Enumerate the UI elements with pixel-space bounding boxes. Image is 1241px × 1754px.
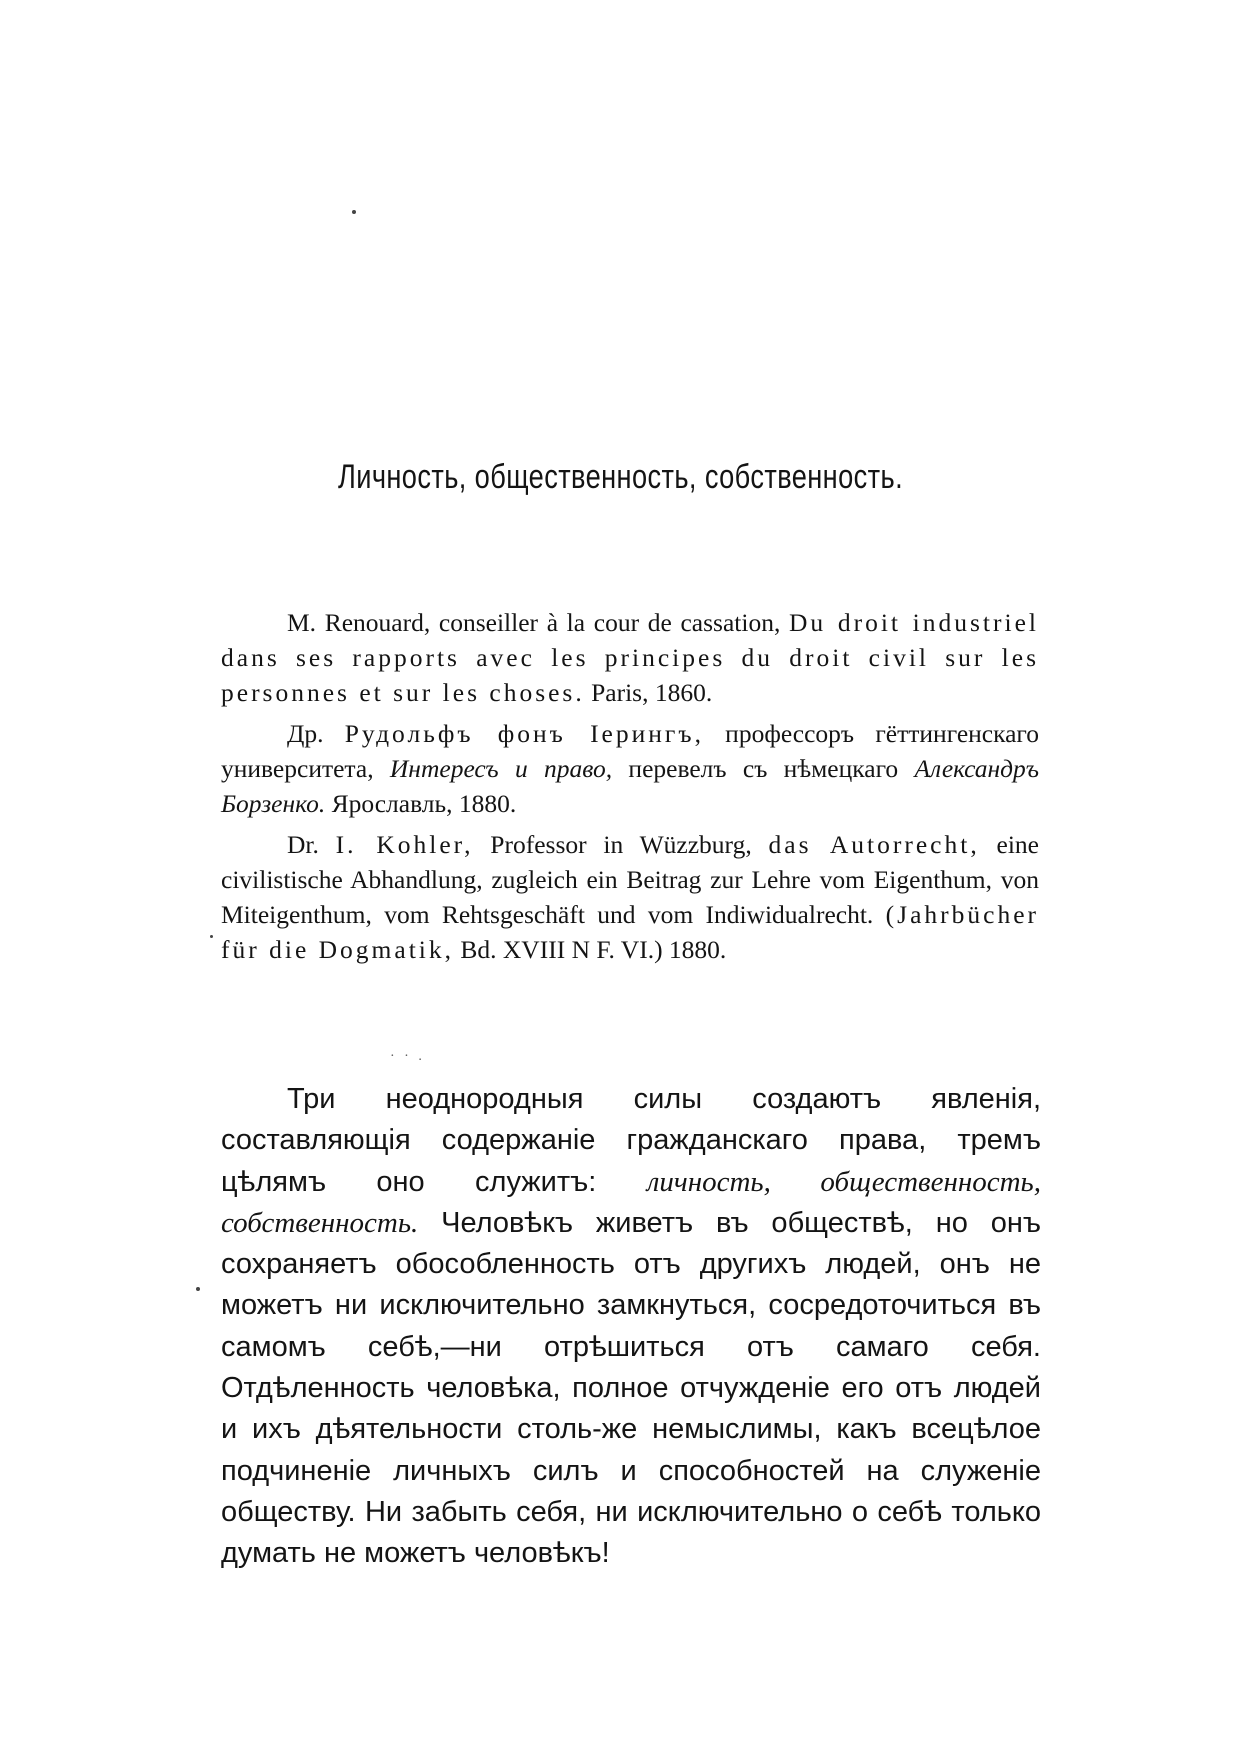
bibliography-entry-renouard xyxy=(221,605,1039,710)
entry-lead: Др. xyxy=(287,719,324,748)
paragraph-lead: Три неоднородныя силы создаютъ явленія, составляющія содержаніе гражданскаго права, тремъ цѣлямъ оно служитъ: xyxy=(221,1083,1041,1198)
entry-work-title: Интересъ и право, xyxy=(389,754,613,783)
entry-middle: профессоръ гёттингенскаго университета, xyxy=(221,719,1039,783)
entry-tail: eine civilistische Abhandlung, zugleich ein Beitrag zur Lehre vom Eigenthum, von Miteigenthum, vom Rehtsgeschäft und vom Indiwidualrecht. xyxy=(221,830,1039,929)
scan-speck xyxy=(210,935,213,938)
bibliography-entry-kohler xyxy=(221,827,1039,967)
entry-journal: (Jahrbücher für die Dogmatik, xyxy=(221,900,1040,964)
entry-work-title: Du droit industriel dans ses rapports avec les principes du droit civil sur les personnes et sur les choses. xyxy=(221,608,1039,707)
paragraph-tail: Человѣкъ живетъ въ обществѣ, но онъ сохраняетъ обособленность отъ другихъ людей, онъ не можетъ ни исключительно замкнуться, сосредоточиться въ самомъ себѣ,—ни отрѣшиться отъ самаго себя. Отдѣленность человѣка, полное отчужденіе его отъ людей и ихъ дѣятельности столь-же немыслимы, какъ всецѣлое подчиненіе личныхъ силъ и способностей на служеніе обществу. Ни забыть себя, ни исключительно о себѣ только думать не можетъ человѣкъ! xyxy=(221,1206,1042,1570)
entry-lead: Dr. xyxy=(287,830,319,859)
entry-tail: перевелъ съ нѣмецкаго xyxy=(628,754,899,783)
entry-tail-2: Ярославль, 1880. xyxy=(331,789,517,818)
entry-lead: M. Renouard, conseiller à la cour de cassation, xyxy=(287,608,781,637)
entry-tail-2: Bd. XVIII N F. VI.) 1880. xyxy=(460,935,727,964)
section-separator: · · . xyxy=(390,1049,425,1064)
bibliography-entry-ihering xyxy=(221,716,1039,821)
body-paragraph xyxy=(221,1079,1041,1575)
chapter-title: Личность, общественность, собственность. xyxy=(337,458,904,496)
bibliography xyxy=(221,605,1039,973)
entry-middle: Professor in Wüzzburg, xyxy=(490,830,752,859)
entry-author: Рудольфъ фонъ Iерингъ, xyxy=(344,719,704,748)
entry-author: I. Kohler, xyxy=(335,830,474,859)
scan-speck xyxy=(352,210,356,214)
scan-speck xyxy=(196,1287,200,1291)
entry-tail: Paris, 1860. xyxy=(591,678,713,707)
entry-translator: Александръ Борзенко. xyxy=(221,754,1040,818)
entry-work-title: das Autorrecht, xyxy=(768,830,980,859)
paragraph-emphasis: личность, общественность, собственность. xyxy=(221,1165,1042,1239)
